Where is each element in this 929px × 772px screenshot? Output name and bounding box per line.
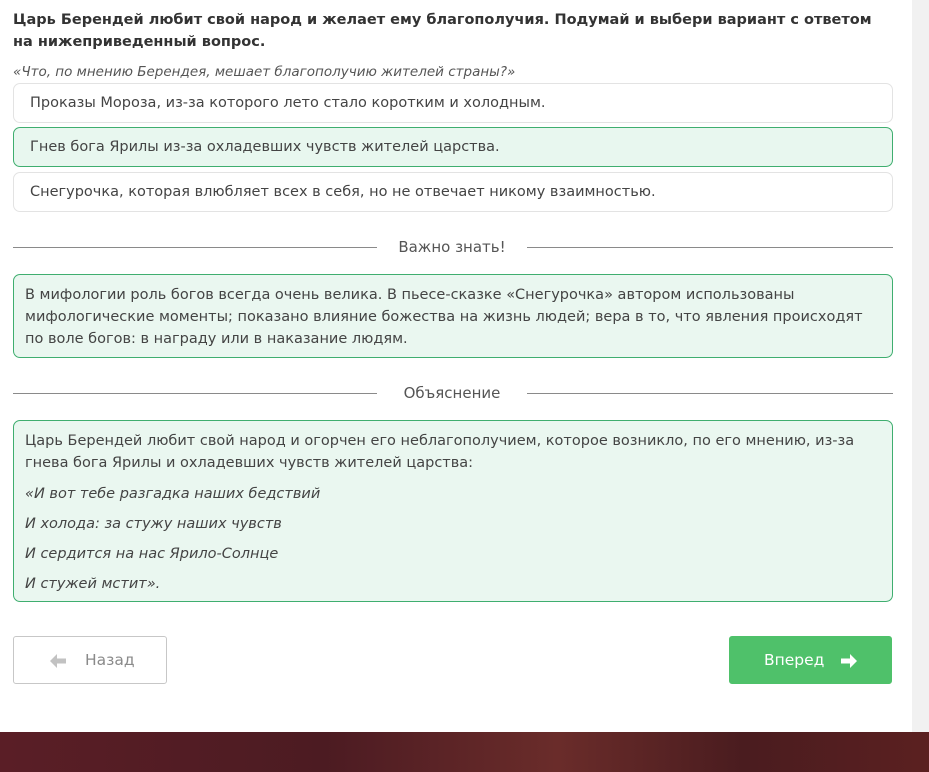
answer-option-1[interactable] [13,83,893,123]
explanation-heading: Объяснение [403,384,501,402]
footer-background [0,732,929,772]
verse-line: «И вот тебе разгадка наших бедствий [25,486,321,502]
answer-option-3[interactable] [13,172,893,212]
answer-option-2-correct[interactable] [13,127,893,167]
explanation-box [13,420,893,602]
question-quote: «Что, по мнению Берендея, мешает благополучию жителей страны?» [13,64,516,80]
divider-line [13,247,377,248]
back-button[interactable] [13,636,167,684]
divider-line [527,247,893,248]
explanation-text: Царь Берендей любит свой народ и огорчен его неблагополучием, которое возникло, по его мнению, из-за гнева бога Ярилы и охладевших чувств жителей царства: [25,433,855,471]
important-box [13,274,893,358]
explanation-divider [13,382,893,404]
important-heading: Важно знать! [398,238,506,256]
next-button-label: Вперед [764,651,825,669]
answer-option-label: Гнев бога Ярилы из-за охладевших чувств жителей царства. [30,139,500,155]
answer-option-label: Снегурочка, которая влюбляет всех в себя, но не отвечает никому взаимностью. [30,184,656,200]
answer-option-label: Проказы Мороза, из-за которого лето стало коротким и холодным. [30,95,546,111]
verse-line: И стужей мстит». [25,576,161,592]
important-text: В мифологии роль богов всегда очень велика. В пьесе-сказке «Снегурочка» автором использованы мифологические моменты; показано влияние божества на жизнь людей; вера в то, что явления происходят по воле богов: в награду или в наказание людям. [25,287,863,347]
back-button-label: Назад [85,651,135,669]
next-button[interactable] [729,636,892,684]
scrollbar-track[interactable] [912,0,929,732]
verse-line: И сердится на нас Ярило-Солнце [25,546,279,562]
arrow-left-icon [50,654,66,668]
important-divider [13,236,893,258]
arrow-right-icon [841,654,857,668]
verse-line: И холода: за стужу наших чувств [25,516,282,532]
question-text: Царь Берендей любит свой народ и желает ему благополучия. Подумай и выбери вариант с ответом на нижеприведенный вопрос. [13,12,872,50]
divider-line [13,393,377,394]
divider-line [527,393,893,394]
